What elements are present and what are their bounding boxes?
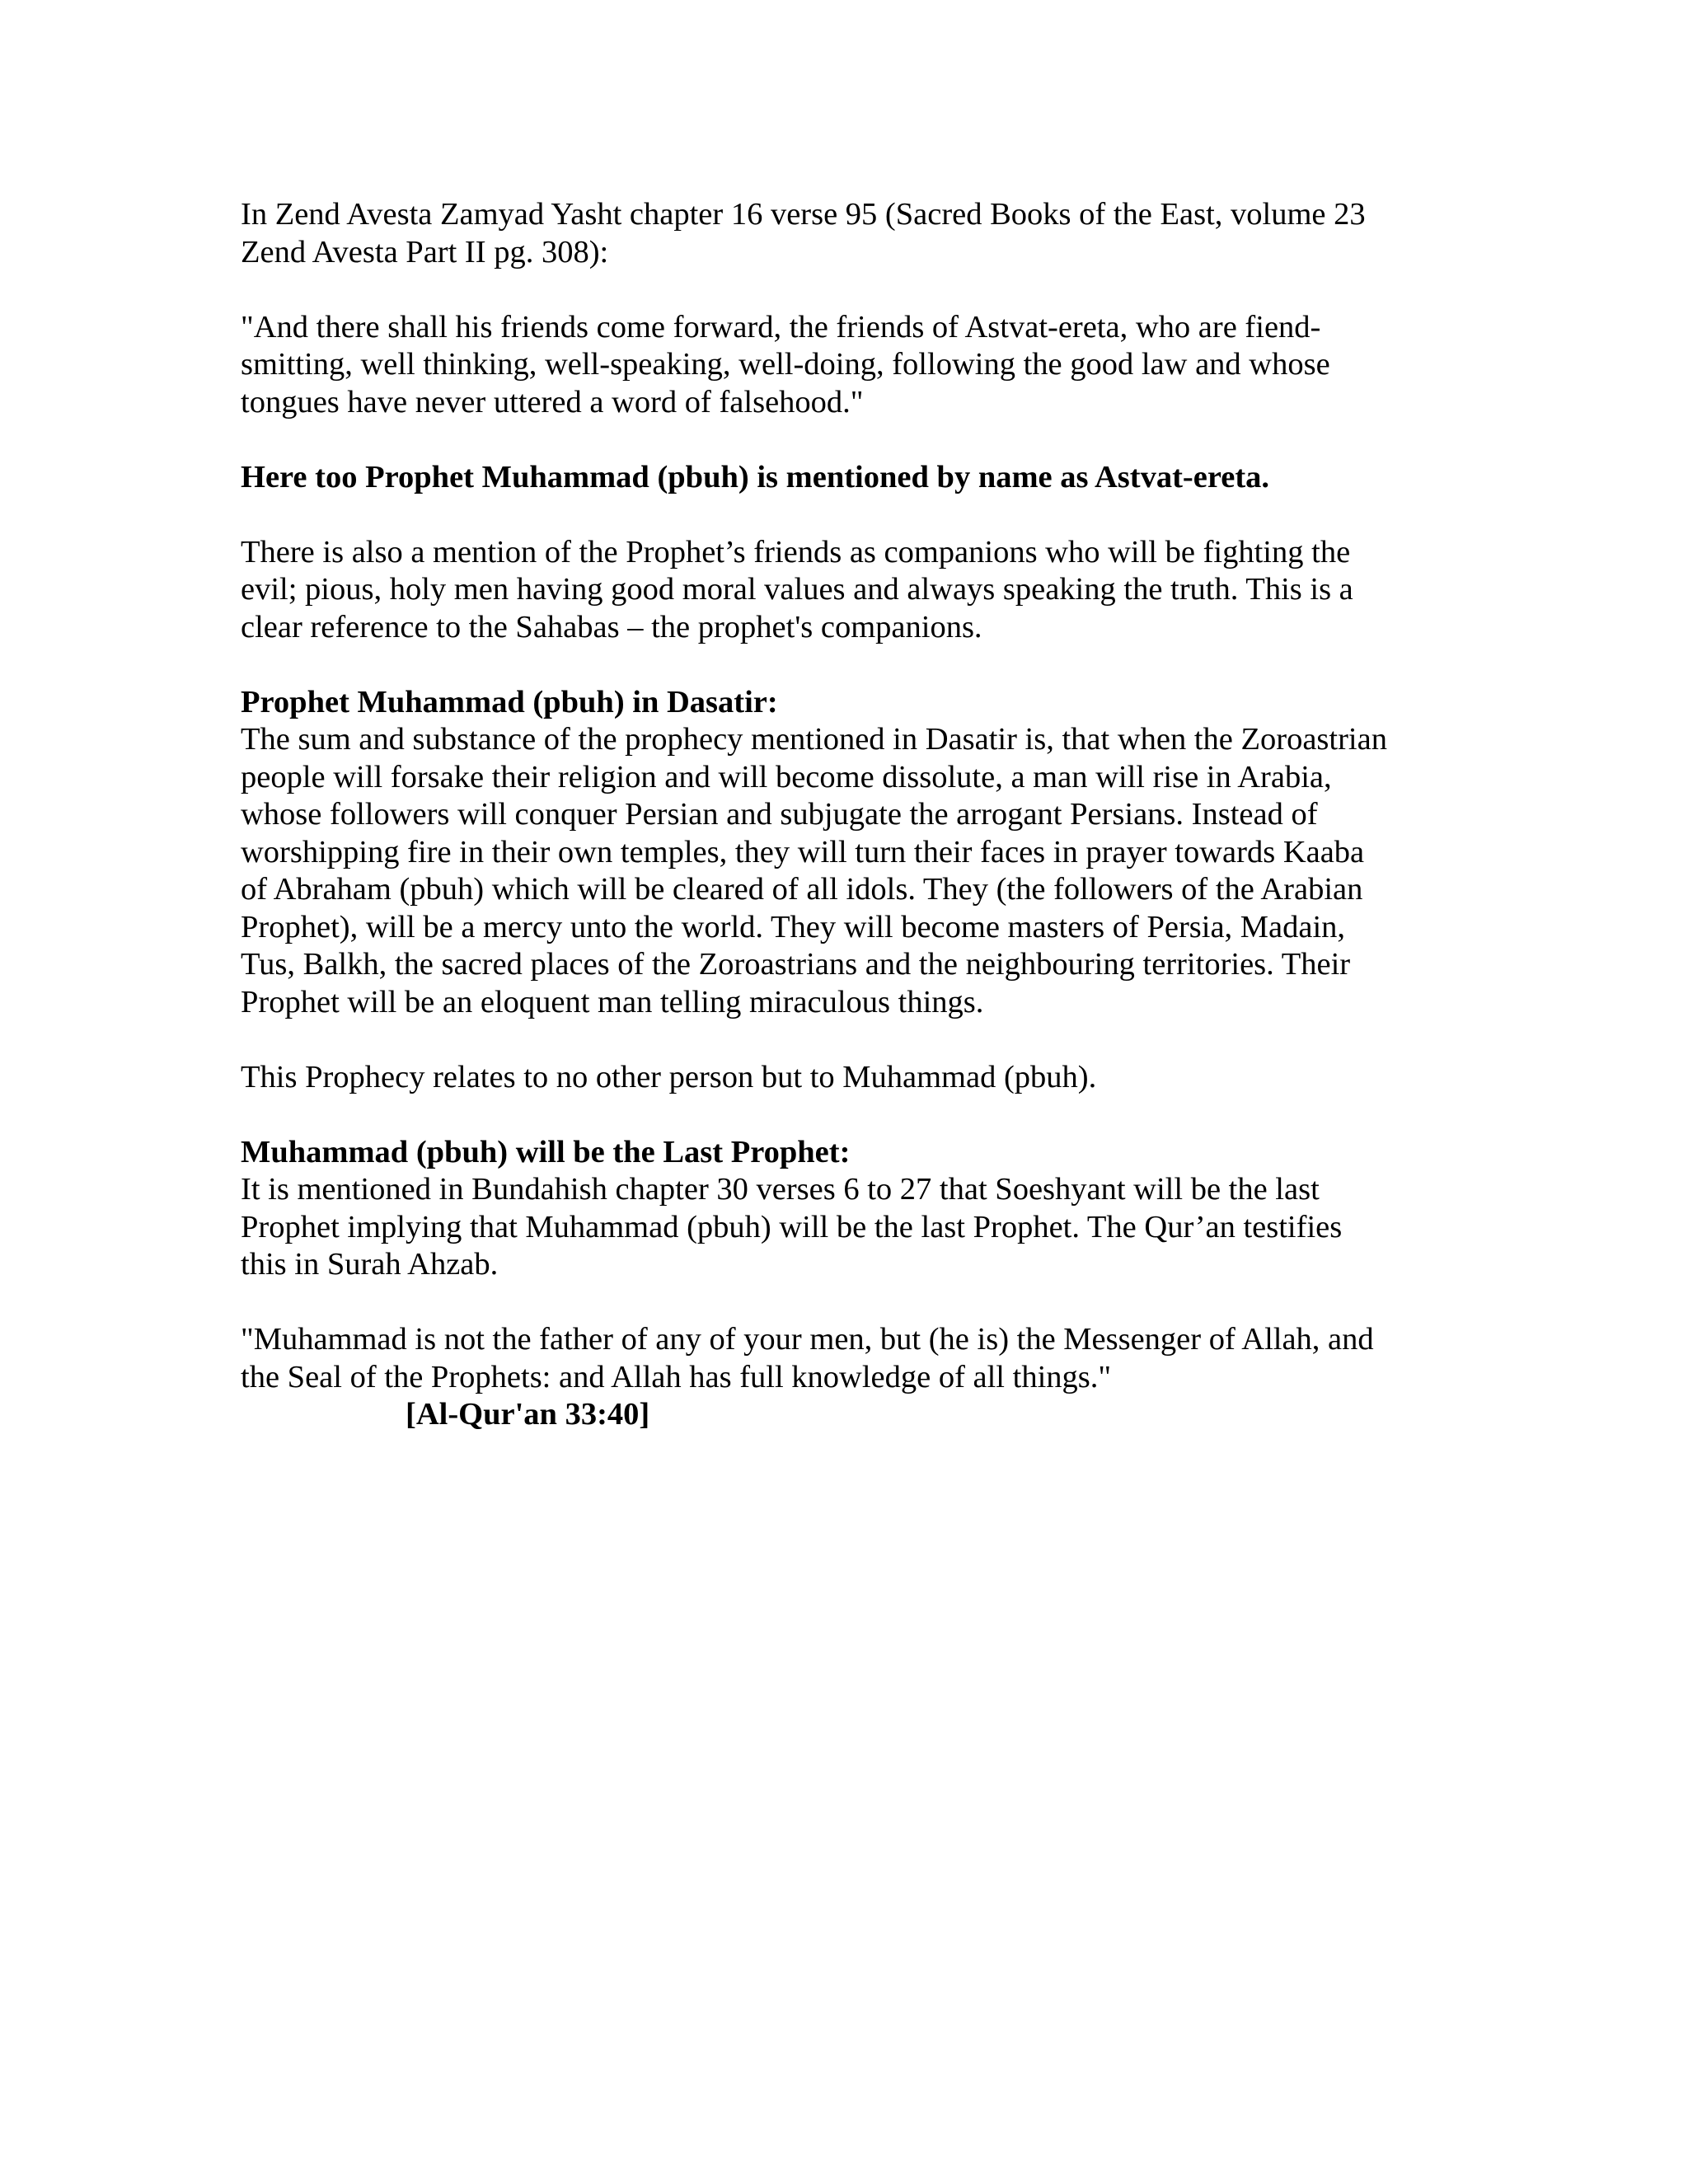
paragraph-line: clear reference to the Sahabas – the prophet's companions. [241, 609, 982, 644]
section-heading: Prophet Muhammad (pbuh) in Dasatir: [241, 684, 778, 719]
paragraph-line: evil; pious, holy men having good moral values and always speaking the truth. This is a [241, 572, 1353, 607]
quote-line: smitting, well thinking, well-speaking, well-doing, following the good law and whose [241, 347, 1330, 382]
prophecy-statement [241, 1059, 1461, 1097]
paragraph-line: people will forsake their religion and will become dissolute, a man will rise in Arabia, [241, 759, 1332, 794]
paragraph-line: whose followers will conquer Persian and subjugate the arrogant Persians. Instead of [241, 797, 1318, 832]
paragraph-line: Tus, Balkh, the sacred places of the Zoroastrians and the neighbouring territories. Their [241, 947, 1351, 982]
last-prophet-section [241, 1134, 1461, 1284]
paragraph-line: of Abraham (pbuh) which will be cleared of all idols. They (the followers of the Arabian [241, 872, 1363, 907]
friends-paragraph [241, 534, 1461, 647]
astvat-ereta-statement [241, 459, 1461, 497]
quran-quote [241, 1321, 1461, 1434]
dasatir-section [241, 684, 1461, 1022]
paragraph-line: Prophet implying that Muhammad (pbuh) will be the last Prophet. The Qur’an testifies [241, 1209, 1343, 1244]
statement-line: This Prophecy relates to no other person but to Muhammad (pbuh). [241, 1059, 1097, 1094]
quote-line: "Muhammad is not the father of any of your men, but (he is) the Messenger of Allah, and [241, 1322, 1374, 1357]
section-heading: Muhammad (pbuh) will be the Last Prophet: [241, 1134, 851, 1169]
intro-line: Zend Avesta Part II pg. 308): [241, 234, 609, 269]
paragraph-line: There is also a mention of the Prophet’s friends as companions who will be fighting the [241, 534, 1351, 569]
quote-line: the Seal of the Prophets: and Allah has full knowledge of all things." [241, 1359, 1112, 1394]
paragraph-line: Prophet will be an eloquent man telling miraculous things. [241, 984, 984, 1019]
paragraph-line: The sum and substance of the prophecy mentioned in Dasatir is, that when the Zoroastrian [241, 722, 1387, 757]
paragraph-line: It is mentioned in Bundahish chapter 30 verses 6 to 27 that Soeshyant will be the last [241, 1172, 1320, 1207]
quran-citation: [Al-Qur'an 33:40] [406, 1397, 650, 1432]
statement-line: Here too Prophet Muhammad (pbuh) is mentioned by name as Astvat-ereta. [241, 459, 1270, 494]
astvat-ereta-quote [241, 309, 1461, 422]
paragraph-line: this in Surah Ahzab. [241, 1247, 499, 1282]
document-page [241, 196, 1461, 1471]
paragraph-line: Prophet), will be a mercy unto the world. They will become masters of Persia, Madain, [241, 909, 1346, 944]
intro-paragraph [241, 196, 1461, 271]
quote-line: "And there shall his friends come forward, the friends of Astvat-ereta, who are fiend- [241, 309, 1321, 344]
quote-line: tongues have never uttered a word of falsehood." [241, 384, 864, 419]
intro-line: In Zend Avesta Zamyad Yasht chapter 16 verse 95 (Sacred Books of the East, volume 23 [241, 197, 1366, 232]
paragraph-line: worshipping fire in their own temples, they will turn their faces in prayer towards Kaaba [241, 834, 1365, 869]
